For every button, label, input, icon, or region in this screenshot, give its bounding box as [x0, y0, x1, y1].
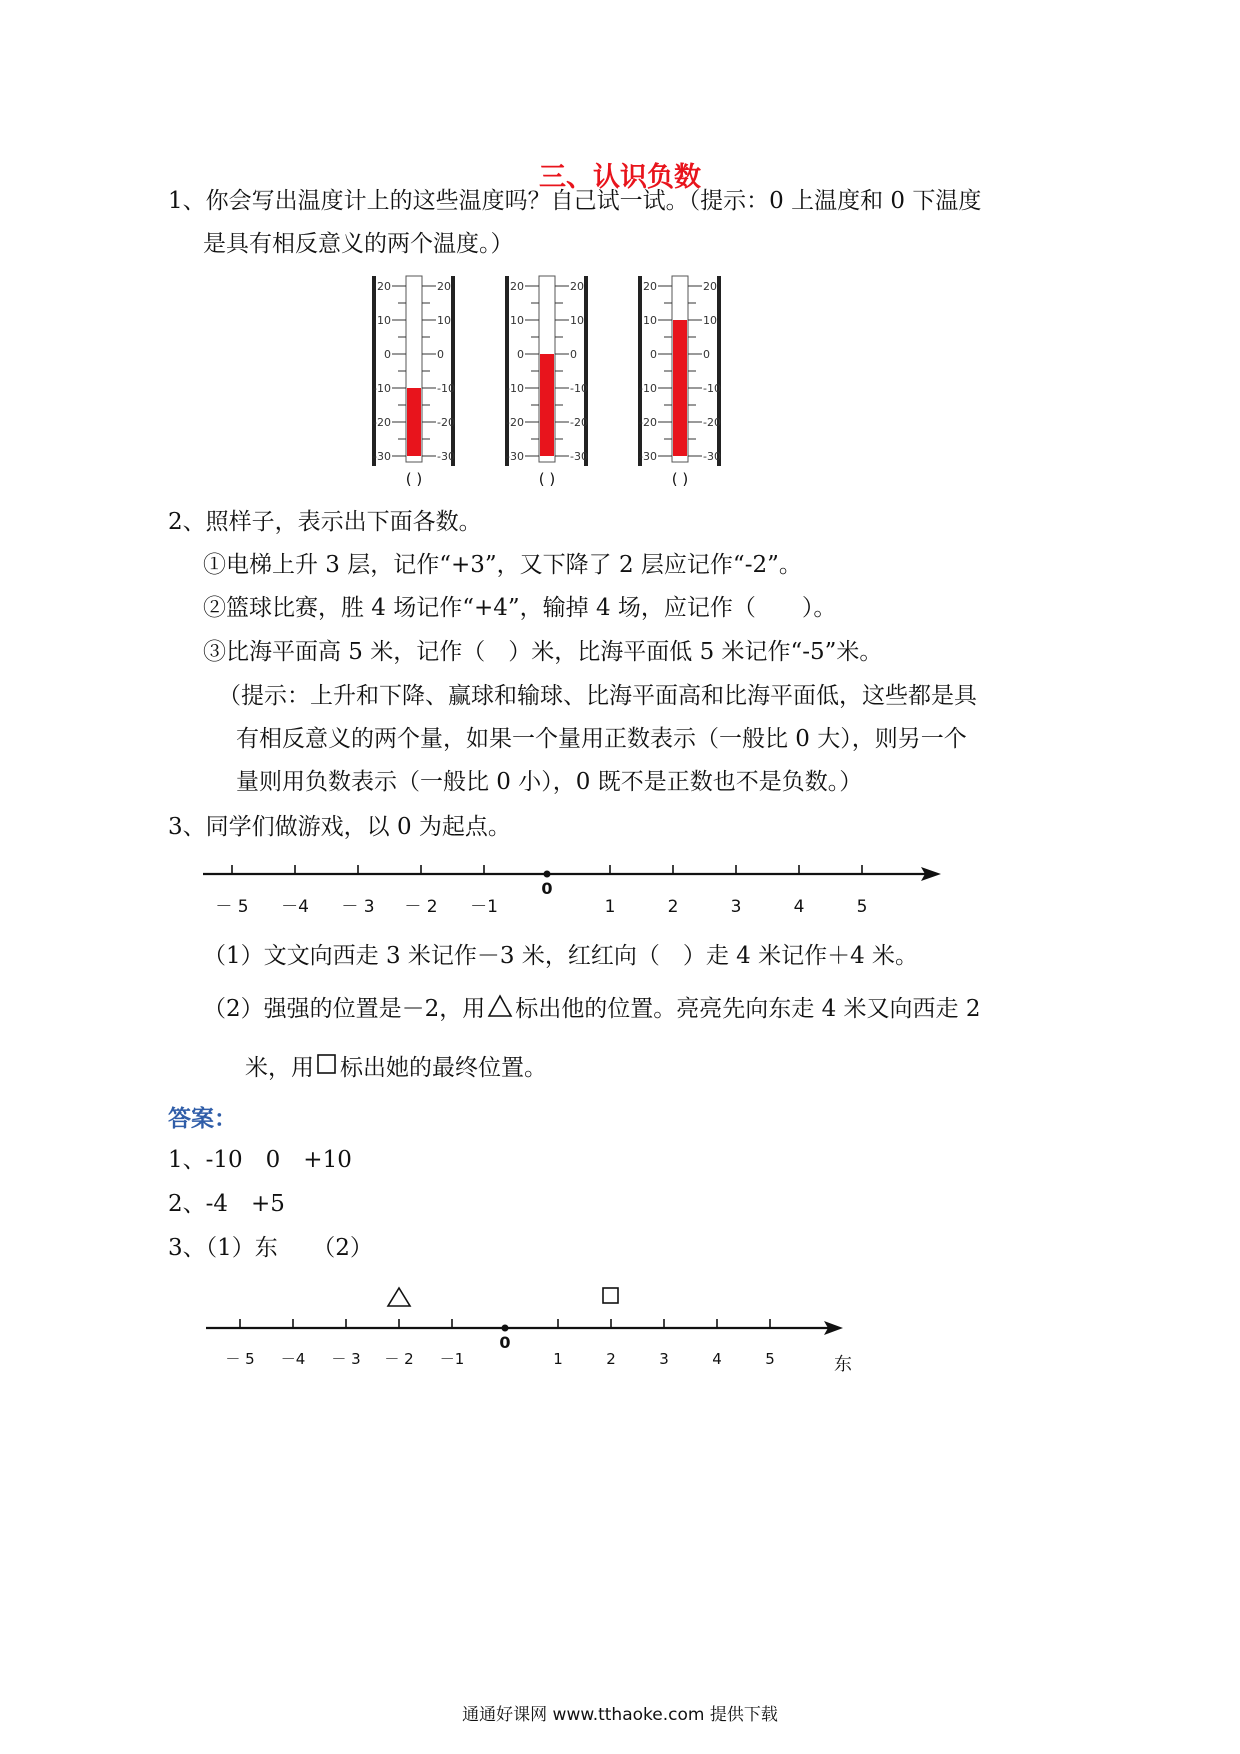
triangle-icon [487, 994, 513, 1018]
axis-label: 3 [730, 897, 742, 917]
thermometer-scale-label: -20 [437, 416, 455, 429]
q2-hint3: 量则用负数表示（一般比 0 小），0 既不是正数也不是负数。） [236, 769, 863, 795]
q2-hint1: （提示：上升和下降、赢球和输球、比海平面高和比海平面低，这些都是具 [218, 683, 977, 709]
thermometer-scale-label: 20 [510, 280, 524, 293]
q2-item2: ②篮球比赛，胜 4 场记作“+4”，输掉 4 场，应记作（ ）。 [203, 595, 837, 621]
thermometer-scale-label: 10 [703, 314, 717, 327]
q3-sub2-line2 [245, 1052, 547, 1084]
q1-line2: 是具有相反意义的两个温度。） [203, 231, 514, 257]
axis-label: 4 [793, 897, 805, 917]
thermometer-scale-label: -30 [570, 450, 588, 463]
thermometer-mercury [407, 388, 421, 456]
q3-sub2-text-b: 标出他的位置。亮亮先向东走 4 米又向西走 2 [515, 996, 981, 1022]
q3-intro: 3、同学们做游戏，以 0 为起点。 [168, 814, 511, 840]
axis-label: － 5 [225, 1350, 255, 1368]
number-line-answer [200, 1278, 870, 1388]
axis-label: 5 [765, 1350, 775, 1368]
thermometer-scale-label: -20 [570, 416, 588, 429]
answer-2: 2、-4 +5 [168, 1191, 285, 1217]
thermometer-scale-label: -10 [639, 382, 657, 395]
thermometer-scale-label: 0 [517, 348, 524, 361]
thermometer-scale-label: 20 [437, 280, 451, 293]
thermometer-right-rail [451, 276, 455, 466]
thermometer-scale-label: -10 [570, 382, 588, 395]
thermometer-left-rail [638, 276, 642, 466]
thermometer-mercury [540, 354, 554, 456]
thermometer-scale-label: 10 [377, 314, 391, 327]
thermometer-scale-label: 0 [384, 348, 391, 361]
thermometer-scale-label: -20 [373, 416, 391, 429]
answer-3: 3、（1）东 （2） [168, 1235, 373, 1261]
answer-1: 1、-10 0 +10 [168, 1147, 352, 1173]
axis-label: －4 [281, 897, 309, 917]
axis-label: 3 [659, 1350, 669, 1368]
direction-label: 东 [834, 1354, 852, 1375]
axis-label: －4 [280, 1350, 306, 1368]
number-line-question [195, 850, 955, 925]
axis-label: 5 [856, 897, 868, 917]
axis-label: － 3 [331, 1350, 361, 1368]
thermometers-figure [360, 270, 780, 495]
q1-line1: 1、你会写出温度计上的这些温度吗？自己试一试。（提示：0 上温度和 0 下温度 [168, 188, 982, 214]
footer: 通通好课网 www.tthaoke.com 提供下载 [462, 1705, 778, 1725]
axis-label: 2 [606, 1350, 616, 1368]
thermometer-scale-label: -30 [639, 450, 657, 463]
thermometer-right-rail [584, 276, 588, 466]
thermometer-scale-label: -20 [639, 416, 657, 429]
thermometer-scale-label: -10 [703, 382, 721, 395]
thermometer-scale-label: -30 [437, 450, 455, 463]
q3-sub2-text-d: 标出她的最终位置。 [340, 1055, 547, 1081]
square-icon [316, 1053, 338, 1077]
origin-point [502, 1325, 509, 1332]
thermometer-scale-label: -30 [506, 450, 524, 463]
thermometer-scale-label: -20 [506, 416, 524, 429]
q3-sub2-line1 [203, 993, 980, 1025]
q2-item1: ①电梯上升 3 层，记作“+3”，又下降了 2 层应记作“-2”。 [203, 552, 802, 578]
thermometer-scale-label: -30 [703, 450, 721, 463]
axis-label: － 5 [215, 897, 249, 917]
thermometer-scale-label: -30 [373, 450, 391, 463]
thermometer-scale-label: -10 [373, 382, 391, 395]
axis-label-0: 0 [541, 879, 553, 898]
thermometer-2 [505, 276, 588, 488]
thermometer-scale-label: 10 [510, 314, 524, 327]
axis-label: － 2 [384, 1350, 414, 1368]
thermometer-left-rail [372, 276, 376, 466]
triangle-mark [388, 1288, 410, 1306]
axis-label: 2 [667, 897, 679, 917]
axis-label: 4 [712, 1350, 722, 1368]
thermometer-scale-label: 0 [570, 348, 577, 361]
thermometer-scale-label: 20 [643, 280, 657, 293]
q3-sub2-text-c: 米，用 [245, 1055, 314, 1081]
thermometer-answer-blank: ( ) [538, 470, 556, 488]
page-title: 三、认识负数 [539, 162, 701, 193]
axis-label-0: 0 [499, 1333, 511, 1352]
square-mark [603, 1288, 618, 1303]
q3-sub2-text-a: （2）强强的位置是－2，用 [203, 996, 486, 1022]
axis-label: －1 [470, 897, 498, 917]
axis-label: －1 [439, 1350, 465, 1368]
q2-intro: 2、照样子，表示出下面各数。 [168, 509, 482, 535]
answers-label: 答案： [168, 1106, 237, 1132]
thermometer-left-rail [505, 276, 509, 466]
thermometer-scale-label: -10 [437, 382, 455, 395]
thermometer-scale-label: -10 [506, 382, 524, 395]
thermometer-1 [372, 276, 455, 488]
thermometer-scale-label: 0 [703, 348, 710, 361]
thermometer-answer-blank: ( ) [671, 470, 689, 488]
origin-point [544, 871, 551, 878]
thermometer-scale-label: 10 [643, 314, 657, 327]
thermometer-right-rail [717, 276, 721, 466]
thermometer-scale-label: 10 [437, 314, 451, 327]
thermometer-scale-label: 20 [703, 280, 717, 293]
q3-sub1: （1）文文向西走 3 米记作－3 米，红红向（ ）走 4 米记作＋4 米。 [203, 943, 919, 969]
thermometer-scale-label: 20 [377, 280, 391, 293]
thermometer-scale-label: -20 [703, 416, 721, 429]
q2-item3: ③比海平面高 5 米，记作（ ）米，比海平面低 5 米记作“-5”米。 [203, 639, 883, 665]
axis-label: 1 [604, 897, 616, 917]
thermometer-3 [638, 276, 721, 488]
thermometer-scale-label: 20 [570, 280, 584, 293]
thermometer-answer-blank: ( ) [405, 470, 423, 488]
axis-label: － 3 [341, 897, 375, 917]
axis-label: 1 [553, 1350, 563, 1368]
thermometer-scale-label: 0 [650, 348, 657, 361]
thermometer-scale-label: 0 [437, 348, 444, 361]
thermometer-scale-label: 10 [570, 314, 584, 327]
axis-label: － 2 [404, 897, 438, 917]
thermometer-mercury [673, 320, 687, 456]
q2-hint2: 有相反意义的两个量，如果一个量用正数表示（一般比 0 大），则另一个 [236, 726, 967, 752]
